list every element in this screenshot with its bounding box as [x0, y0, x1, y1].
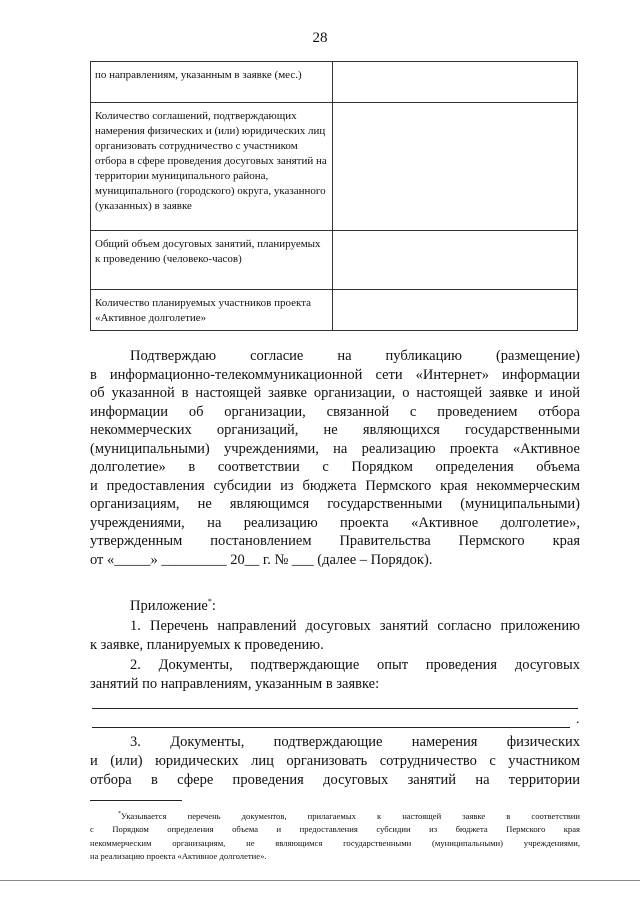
table-row: [91, 103, 578, 231]
attachments-heading: [130, 597, 216, 615]
text-line: и предоставления субсидии из бюджета Пермского края некоммерческим: [90, 477, 580, 494]
text-line: долголетие» в соответствии с Порядком определения объема: [90, 459, 580, 475]
footnote-line: [90, 808, 580, 823]
text-line: об указанной в настоящей заявке организации, о настоящей заявке и иной: [90, 385, 580, 401]
table-row: [91, 62, 578, 103]
footnote-separator: [90, 800, 182, 801]
text-line: учреждениями, на реализацию проекта «Активное долголетие»,: [90, 514, 580, 531]
attachment-item-2: [90, 656, 580, 694]
footnote-mark: *: [118, 811, 121, 817]
table-cell-label: Общий объем досуговых занятий, планируемых к проведению (человеко-часов): [91, 231, 333, 290]
text-line: (муниципальными) учреждениями, на реализацию проекта «Активное: [90, 440, 580, 457]
text-line: 1. Перечень направлений досуговых занятий согласно приложению: [130, 618, 580, 634]
text-line: некоммерческих организаций, не являющихся государственными: [90, 422, 580, 438]
text-line: к заявке, планируемых к проведению.: [90, 637, 324, 653]
table-cell-label: по направлениям, указанным в заявке (мес.): [91, 62, 333, 103]
table-cell-value: [333, 231, 578, 290]
text-line: от «_____» _________ 20__ г. № ___ (далее – Порядок).: [90, 551, 433, 568]
table-cell-value: [333, 103, 578, 231]
attachment-item-3: [90, 733, 580, 790]
text-line: 2. Документы, подтверждающие опыт проведения досуговых: [130, 657, 580, 673]
footnote-line: с Порядком определения объема и предоставления субсидии из бюджета Пермского края: [90, 824, 580, 835]
attachments-title: Приложение: [130, 597, 208, 614]
footnote: [90, 808, 580, 864]
table-cell-label: Количество планируемых участников проекта «Активное долголетие»: [91, 290, 333, 331]
text-line: утвержденным постановлением Правительства Пермского края: [90, 533, 580, 549]
text-line: занятий по направлениям, указанным в заявке:: [90, 676, 380, 692]
table-cell-label: Количество соглашений, подтверждающих намерения физических и (или) юридических лиц организовать сотрудничество с участником отбора в сфере проведения досуговых занятий на территории муниципального района, муниципального (городского) округа, указанного (указанных) в заявке: [91, 103, 333, 231]
text-line: отбора в сфере проведения досуговых занятий на территории: [90, 772, 580, 788]
table-row: [91, 290, 578, 331]
text-line: 3. Документы, подтверждающие намерения физических: [130, 734, 580, 750]
attachment-item-1: [90, 617, 580, 655]
footnote-line: некоммерческим организациям, не являющимся государственными (муниципальными) учреждениями,: [90, 837, 580, 848]
fill-in-line: [92, 727, 570, 728]
footnote-text: Указывается перечень документов, прилагаемых к настоящей заявке в соответствии: [121, 810, 580, 821]
text-line: Подтверждаю согласие на публикацию (размещение): [130, 348, 580, 364]
footnote-mark: *: [207, 597, 212, 606]
fill-in-line-end: .: [576, 712, 580, 727]
page-bottom-edge: [0, 880, 640, 881]
text-line: и (или) юридических лиц организовать сотрудничество с участником: [90, 753, 580, 769]
consent-paragraph: [90, 347, 580, 569]
page-number: 28: [312, 30, 328, 46]
application-table: [90, 61, 578, 331]
table-cell-value: [333, 290, 578, 331]
footnote-line: на реализацию проекта «Активное долголетие».: [90, 851, 267, 862]
table-row: [91, 231, 578, 290]
text-line: информации об организации, связанной с проведением отбора: [90, 403, 580, 420]
table-cell-value: [333, 62, 578, 103]
text-line: в информационно-телекоммуникационной сети «Интернет» информации: [90, 366, 580, 383]
attachments-colon: :: [211, 597, 216, 614]
fill-in-line: [92, 708, 578, 709]
text-line: организациям, не являющимся государственными (муниципальными): [90, 496, 580, 512]
